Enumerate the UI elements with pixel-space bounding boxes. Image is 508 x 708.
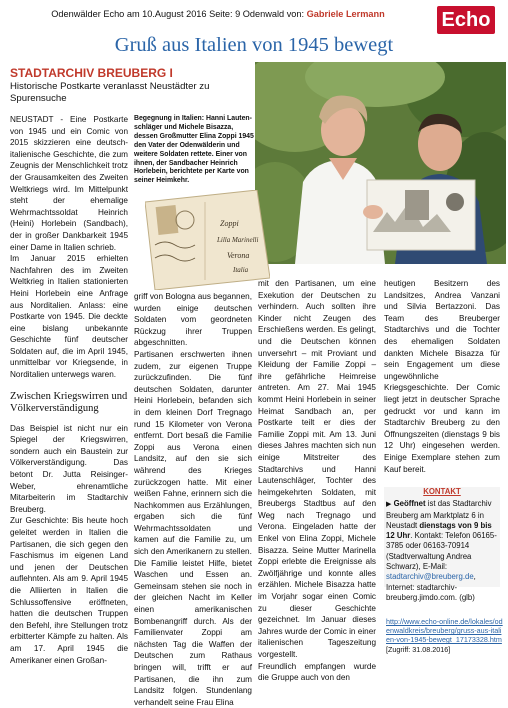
paragraph: griff von Bologna aus begannen, wurden einige deutschen Soldaten vom geordneten Rückzug ihrer Truppen abgeschnitten. bbox=[134, 292, 252, 348]
article-column-3 bbox=[258, 278, 376, 684]
source-accessed: [Zugriff: 31.08.2016] bbox=[386, 644, 451, 654]
kicker: STADTARCHIV BREUBERG I bbox=[10, 66, 173, 80]
postcard-city: Verona bbox=[227, 251, 250, 260]
paragraph: Freundlich empfangen wurde die Gruppe auch von den bbox=[258, 661, 376, 683]
article-column-1 bbox=[10, 114, 128, 666]
paragraph: mit den Partisanen, um eine Exekution der Deutschen zu verhindern. Auch sollten ihre Kinder nicht Zeugen des Erschießens werden. Es gelingt, und die Deutschen können unversehrt – mit Proviant und Kleidung der Familie Zoppi – ihre gefährliche Heimreise antreten. Am 27. Mai 1945 kommt Heini Horlebein in seiner Heimat Sandbach an, per Postkarte teilt er dies der Familie Zoppi mit. Am 13. Juni dieses Jahres machten sich nun einige Mitstreiter des Stadtarchivs und Hanni Lautenschläger, Tochter des heimgekehrten Soldaten, mit Breubergs Stadtbus auf den Weg nach Tregnago und Verona. Eingeladen hatte der Enkel von Elina Zoppi, Michele Bisazza. Seine Mutter Marinella Zoppi erlebte die Ereignisse als Zwölfjährige und konnte alles erzählen. Michele Bisazza hatte im Vorjahr sogar einen Comic zu dieser Geschichte gezeichnet. Im Januar dieses Jahres wurde der Comic in einer italienischen Tageszeitung vorgestellt. bbox=[258, 279, 376, 659]
infobox-internet[interactable]: stadtarchiv-breuberg.jimdo.com bbox=[386, 582, 458, 602]
echo-logo: Echo bbox=[437, 6, 495, 34]
paragraph: NEUSTADT - Eine Postkarte von 1945 und ein Comic von 2015 skizzieren eine deutsch-italienische Geschichte, die zum Zeugnis der Menschlichkeit trotz der Grausamkeiten des Zweiten Weltkriegs wird. Im Mittelpunkt steht der ehemalige Wehrmachtssoldat Heinrich (Heini) Horlebein (Sandbach), der in großer Dankbarkeit 1945 einer Dame in Italien schrieb. bbox=[10, 115, 128, 252]
paragraph: Partisanen erschwerten ihnen zudem, zur eigenen Truppe zurückzufinden. Die fünf deutschen Soldaten, darunter Heini Horlebein, befanden sich in dem kleinen Dorf Tregnago rund 15 Kilometer von Verona entfernt. Dort besaß die Familie Zoppi aus Verona einen Landsitz, auf den sie sich während des Krieges zurückzogen hatte. Mit einer weißen Fahne, erinnern sich die Nachkommen aus Erzählungen, ergaben sich die fünf Wehrmachtssoldaten und kamen auf die Familie zu, um sich den Amerikanern zu stellen. bbox=[134, 349, 252, 557]
contact-infobox bbox=[384, 487, 500, 602]
source-link bbox=[386, 617, 504, 654]
masthead-author: Gabriele Lermann bbox=[306, 9, 385, 19]
photo-illustration bbox=[255, 62, 506, 264]
infobox-title: KONTAKT bbox=[423, 487, 461, 496]
postcard-country: Italia bbox=[233, 266, 249, 274]
section-heading: Zwischen Kriegswirren und Völkerverständigung bbox=[10, 390, 128, 414]
subhead: Historische Postkarte veranlasst Neustädter zu Spurensuche bbox=[10, 81, 210, 104]
masthead-source: Odenwälder Echo am 10.August 2016 Seite: 9 Odenwald von: bbox=[51, 9, 307, 19]
paragraph: Die Familie leistet Hilfe, bietet Waschen und Essen an. Gemeinsam stehen sie noch in der gleichen Nacht im Keller einen amerikanischen Bombenangriff durch. Als der Familienvater Zoppi am nächsten Tag die Waffen der Deutschen zum Rathaus bringen will, trifft er auf Partisanen, die ihn zum Landsitz folgen. Stundenlang verhandelt seine Frau Elina bbox=[134, 558, 252, 707]
infobox-suffix: . (glb) bbox=[454, 592, 475, 602]
postcard-image bbox=[145, 190, 270, 290]
paragraph: Zur Geschichte: Bis heute hoch geleitet werden in Italien die Partisanen, die sich gegen den Faschismus im eigenen Land und jenen der Deutschen auflehnten. Als am 9. April 1945 die Alliierten in Italien die Schlussoffensive eröffneten, hatten die deutschen Truppen den Befehl, ihre Stellungen trotz erbitterter Kämpfe zu halten. Als am 17. April 1945 die Amerikaner einen Großan- bbox=[10, 516, 128, 665]
article-column-4 bbox=[384, 278, 500, 475]
infobox-open-label: Geöffnet bbox=[393, 499, 426, 509]
paragraph: heutigen Besitzern des Landsitzes, Andrea Vanzani und Silvia Bertazzoni. Das Team des Breuberger Stadtarchivs und die Tochter des ehemaligen Soldaten dankten Michele Bisazza für sein Engagement um diese ungewöhnliche Kriegsgeschichte. Der Comic liegt jetzt in deutscher Sprache gedruckt vor und kann im Stadtarchiv Breuberg zu den Öffnungszeiten (dienstags 9 bis 12 Uhr) eingesehen werden. Einige Exemplare stehen zum Kauf bereit. bbox=[384, 279, 500, 474]
infobox-text: ist das Stadtarchiv Breuberg am Marktplatz 6 in Neustadt bbox=[386, 499, 492, 530]
infobox-open-time: dienstags von 9 bis 12 Uhr bbox=[386, 520, 492, 541]
postcard-addressee: Zoppi bbox=[220, 219, 239, 228]
infobox-email[interactable]: stadtarchiv@breuberg.de bbox=[386, 572, 474, 582]
article-photo bbox=[255, 62, 506, 264]
postcard-name: Lilla Marinelli bbox=[217, 236, 259, 244]
masthead bbox=[8, 9, 428, 19]
infobox-contact: . Kontakt: Telefon 06165-3785 oder 06163-70914 (Stadtverwaltung Andrea Schwarz), E-Mail: bbox=[386, 531, 497, 572]
article-column-2 bbox=[134, 291, 252, 708]
postcard-illustration bbox=[145, 190, 270, 290]
triangle-right-icon: ▶ bbox=[386, 501, 392, 509]
paragraph: Im Januar 2015 erhielten Nachfahren des im Zweiten Weltkrieg in Italien stationierten Heini Horlebein eine Anfrage aus Norditalien. Anlass: eine Postkarte von 1945. Die deckte eine bislang unbekannte Geschichte fünf deutscher Soldaten auf, die im April 1945, unmittelbar vor Kriegsende, in Norditalien unterwegs waren. bbox=[10, 254, 128, 380]
paragraph: Das Beispiel ist nicht nur ein Spiegel der Kriegswirren, sondern auch ein Baustein zur Völkerverständigung. Das betont Dr. Jutta Reisinger-Weber, ehrenamtliche Mitarbeiterin im Stadtarchiv Breuberg. bbox=[10, 423, 128, 514]
headline: Gruß aus Italien von 1945 bewegt bbox=[114, 34, 394, 56]
infobox-internet-label: , Internet: bbox=[386, 572, 476, 592]
photo-caption: Begegnung in Italien: Hanni Lauten-schläger und Michele Bisazza, dessen Großmutter Elina Zoppi 1945 den Vater der Odenwälderin und weitere Soldaten rettete. Einer von ihnen, der Sandbacher Heinrich Horlebein, berichtete per Karte von seiner Heimkehr. bbox=[134, 115, 254, 185]
source-url[interactable]: http://www.echo-online.de/lokales/odenwaldkreis/breuberg/gruss-aus-italien-von-1945-bewegt_17173328.htm bbox=[386, 617, 503, 645]
